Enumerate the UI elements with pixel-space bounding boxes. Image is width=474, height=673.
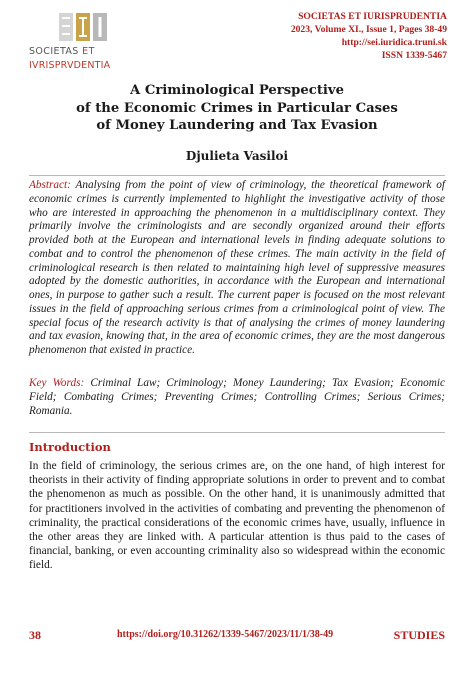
journal-name: SOCIETAS ET IURISPRUDENTIA bbox=[298, 11, 447, 22]
keywords-label: Key Words: bbox=[29, 377, 85, 389]
keywords bbox=[29, 377, 445, 418]
article-title bbox=[30, 82, 444, 135]
title-line: of the Economic Crimes in Particular Cases bbox=[76, 100, 398, 116]
logo-text-iurisprudentia: IVRISPRVDENTIA bbox=[29, 60, 111, 71]
keywords-text: Criminal Law; Criminology; Money Laundering; Tax Evasion; Economic Field; Combating Crimes; Preventing Crimes; Controlling Crimes; Serious Crimes; Romania. bbox=[29, 377, 446, 417]
section-heading-introduction: Introduction bbox=[29, 440, 111, 454]
abstract-label: Abstract: bbox=[29, 179, 71, 191]
logo-text-societas: SOCIETAS ET bbox=[29, 46, 95, 57]
page-footer bbox=[29, 628, 445, 644]
doi-link[interactable]: https://doi.org/10.31262/1339-5467/2023/11/1/38-49 bbox=[117, 629, 334, 640]
introduction-paragraph: In the field of criminology, the serious crimes are, on the one hand, of high interest for theorists in their activity of finding appropriate solutions in order to prevent and to combat the phenomenon as much as possible. On the other hand, it is unanimously admitted that for practitioners involved in the activities of combating and preventing the phenomenon of criminality, the practical considerations of the economic crimes have, usually, influence in the other areas they are linked with. A particular attention is thus paid to the cases of financial, banking, or even accounting criminality also so widespread within the economic field. bbox=[29, 460, 445, 572]
title-line: A Criminological Perspective bbox=[130, 83, 344, 98]
abstract bbox=[29, 179, 445, 358]
divider bbox=[29, 175, 445, 176]
page-number: 38 bbox=[29, 628, 41, 642]
journal-issn: ISSN 1339-5467 bbox=[381, 50, 447, 61]
title-line: of Money Laundering and Tax Evasion bbox=[96, 118, 378, 133]
journal-volume: 2023, Volume XI., Issue 1, Pages 38-49 bbox=[290, 24, 447, 35]
section-label: STUDIES bbox=[393, 628, 445, 642]
journal-url[interactable]: http://sei.iuridica.truni.sk bbox=[341, 37, 447, 48]
article-author: Djulieta Vasiloi bbox=[185, 149, 289, 163]
divider bbox=[29, 432, 445, 433]
page-header bbox=[29, 10, 447, 76]
journal-logo bbox=[29, 10, 141, 76]
journal-info bbox=[291, 10, 447, 62]
logo-emblem-icon bbox=[55, 10, 111, 44]
abstract-text: Analysing from the point of view of criminology, the theoretical framework of economic crimes is currently implemented to highlight the investigative activity of those who are interested in approaching the phenomenon in a multidisciplinary context. They primarily involve the criminologists and are secondly organized around their efforts provided both at the European and international levels in finding adequate solutions to combat and to control the phenomenon of these crimes. The main activity in the field of criminological research is then related to maintaining high level of suppressive measures adopted by the domestic authorities, in accordance with the European and international ones, in purpose to gather such a result. The current paper is focused on the most relevant issues in the field of approaching serious crimes from a criminological point of view. The special focus of the research activity is that of analysing the crimes of money laundering and tax evasion, knowing that, in the area of economic crimes, they are the most dangerous phenomenon that existed in practice. bbox=[29, 179, 446, 356]
